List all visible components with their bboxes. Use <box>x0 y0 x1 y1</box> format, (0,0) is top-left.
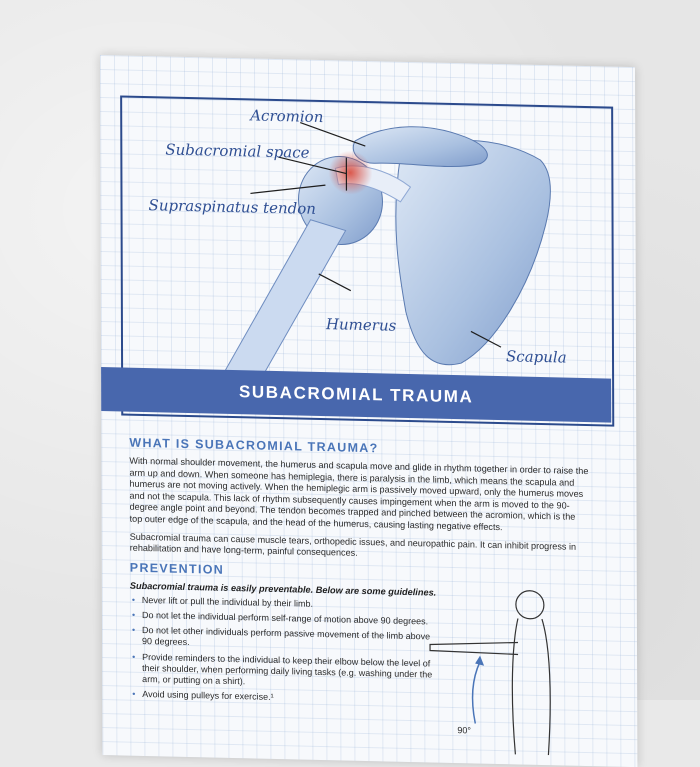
rotation-arrow <box>472 661 480 723</box>
arrow-head-icon <box>475 656 484 666</box>
what-is-paragraph-1: With normal shoulder movement, the humerus and scapula move and glide in rhythm together in order to raise the arm up and down. When someone has hemiplegia, there is paralysis in the limb, which means the scapula and humerus are not moving actively. When the hemiplegic arm is passively moved upward, only the humerus moves and not the scapula. This lack of rhythm subsequently causes impingement when the arm is moved to the 90-degree angle point and beyond. The tendon becomes trapped and pinched between the acromion, which is the top outer edge of the scapula, and the head of the humerus, causing lasting negative effects. <box>129 456 589 536</box>
shoulder-anatomy-illustration <box>100 55 636 397</box>
list-item: • Avoid using pulleys for exercise.¹ <box>142 689 442 707</box>
angle-label: 90° <box>457 725 471 735</box>
acromion-shape <box>353 125 487 167</box>
section-heading-prevention: PREVENTION <box>130 560 590 584</box>
figure-back <box>512 618 518 754</box>
list-item: • Do not let other individuals perform passive movement of the limb above 90 degrees. <box>142 625 442 654</box>
figure-front <box>542 619 550 755</box>
prevention-lead: Subacromial trauma is easily preventable. Below are some guidelines. <box>130 580 590 600</box>
acromion-pointer <box>300 123 365 146</box>
section-heading-what-is: WHAT IS SUBACROMIAL TRAUMA? <box>129 436 589 460</box>
list-item: • Do not let the individual perform self-range of motion above 90 degrees. <box>142 610 442 628</box>
figure-arm <box>430 640 518 654</box>
handout-sheet <box>100 55 637 767</box>
page-title: SUBACROMIAL TRAUMA <box>239 382 473 407</box>
arm-90-degree-figure <box>420 582 581 756</box>
label-scapula: Scapula <box>506 347 567 366</box>
label-supraspinatus-tendon: Supraspinatus tendon <box>148 196 315 218</box>
label-subacromial-space: Subacromial space <box>165 140 309 161</box>
what-is-paragraph-2: Subacromial trauma can cause muscle tears, orthopedic issues, and neuropathic pain. It can inhibit progress in rehabilitation and have long-term, painful consequences. <box>130 531 590 565</box>
label-humerus: Humerus <box>326 315 396 335</box>
list-item: • Never lift or pull the individual by their limb. <box>142 595 442 613</box>
humerus-shaft-shape <box>221 218 347 381</box>
list-item: • Provide reminders to the individual to keep their elbow below the level of their shoulder, when performing daily living tasks (e.g. washing under the arm, or putting on a shirt). <box>142 652 442 692</box>
figure-head <box>516 590 544 619</box>
humerus-pointer <box>319 274 351 291</box>
prevention-list <box>130 594 442 707</box>
label-acromion: Acromion <box>250 106 323 126</box>
